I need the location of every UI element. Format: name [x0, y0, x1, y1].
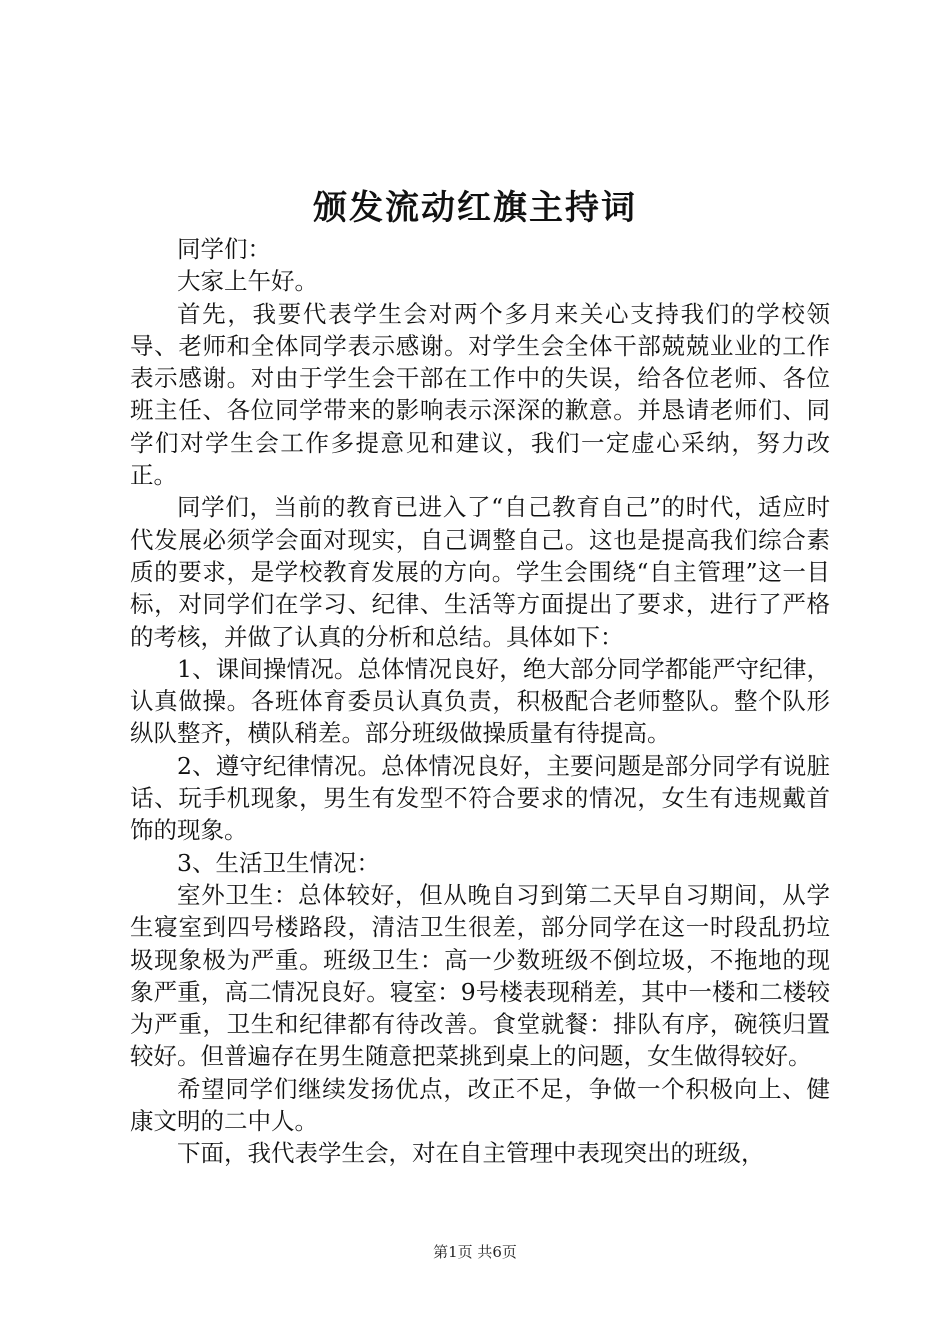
paragraph-discipline: 2、遵守纪律情况。总体情况良好，主要问题是部分同学有说脏话、玩手机现象，男生有发型不符合要求的情况，女生有违规戴首饰的现象。 — [130, 751, 830, 845]
paragraph-greeting: 同学们： — [177, 235, 271, 263]
document-title: 颁发流动红旗主持词 — [313, 188, 637, 228]
paragraph-salutation: 大家上午好。 — [177, 267, 318, 296]
paragraph-thanks: 首先，我要代表学生会对两个多月来关心支持我们的学校领导、老师和全体同学表示感谢。对学生会全体干部兢兢业业的工作表示感谢。对由于学生会干部在工作中的失误，给各位老师、各位班主任、各位同学带来的影响表示深深的歉意。并恳请老师们、同学们对学生会工作多提意见和建议，我们一定虚心采纳，努力改正。 — [130, 299, 830, 490]
paragraph-hope: 希望同学们继续发扬优点，改正不足，争做一个积极向上、健康文明的二中人。 — [130, 1074, 830, 1136]
paragraph-education: 同学们，当前的教育已进入了“自己教育自己”的时代，适应时代发展必须学会面对现实，自己调整自己。这也是提高我们综合素质的要求，是学校教育发展的方向。学生会围绕“自主管理”这一目标，对同学们在学习、纪律、生活等方面提出了要求，进行了严格的考核，并做了认真的分析和总结。具体如下： — [130, 493, 830, 651]
document-body — [130, 233, 830, 1170]
paragraph-hygiene-detail: 室外卫生：总体较好，但从晚自习到第二天早自习期间，从学生寝室到四号楼路段，清洁卫生很差，部分同学在这一时段乱扔垃圾现象极为严重。班级卫生：高一少数班级不倒垃圾，不拖地的现象严重，高二情况良好。寝室：9号楼表现稍差，其中一楼和二楼较为严重，卫生和纪律都有待改善。食堂就餐：排队有序，碗筷归置较好。但普遍存在男生随意把菜挑到桌上的问题，女生做得较好。 — [130, 880, 830, 1071]
paragraph-award-intro: 下面，我代表学生会，对在自主管理中表现突出的班级， — [177, 1139, 765, 1168]
paragraph-hygiene-heading: 3、生活卫生情况： — [177, 848, 380, 877]
page-footer: 第1页 共6页 — [433, 1243, 517, 1261]
paragraph-exercise: 1、课间操情况。总体情况良好，绝大部分同学都能严守纪律，认真做操。各班体育委员认真负责，积极配合老师整队。整个队形纵队整齐，横队稍差。部分班级做操质量有待提高。 — [130, 654, 830, 748]
